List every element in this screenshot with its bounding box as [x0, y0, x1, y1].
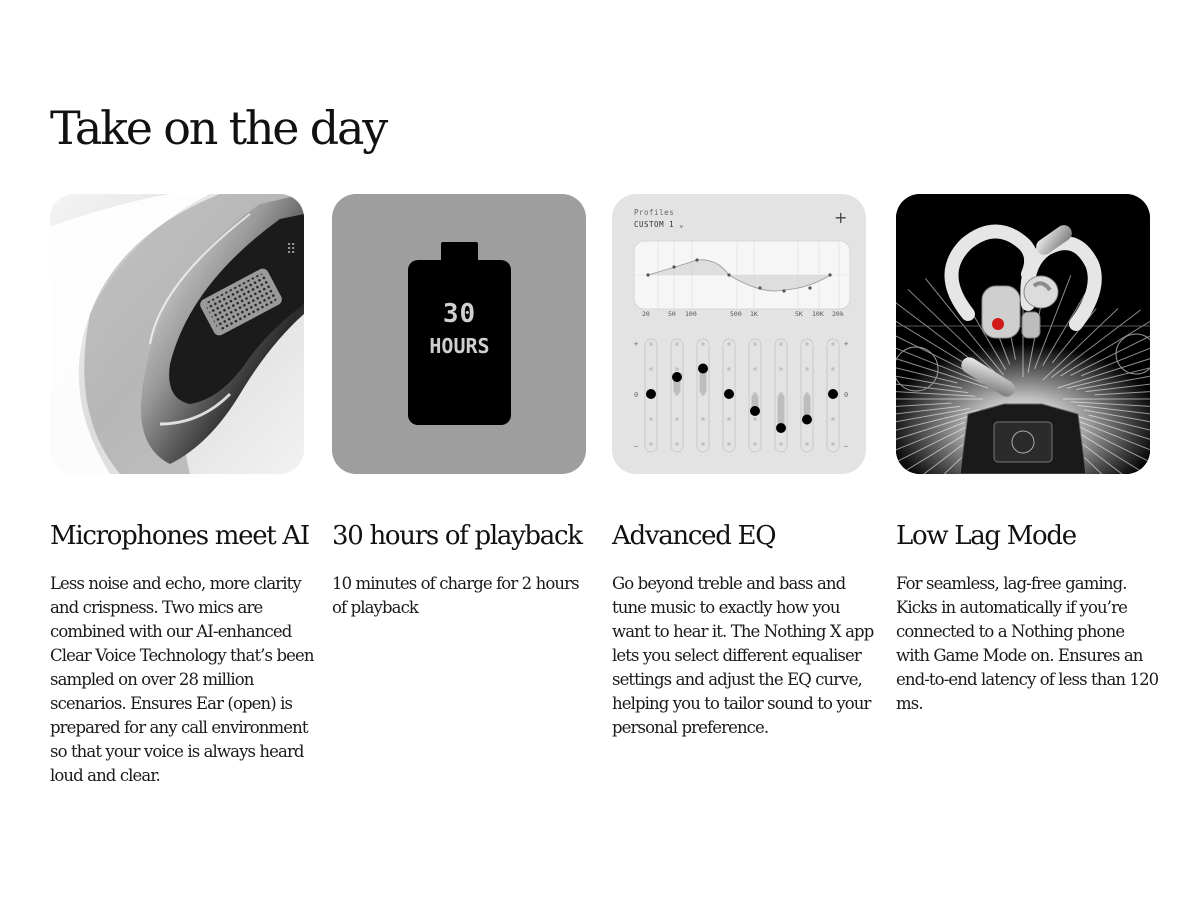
battery-label: [408, 298, 511, 362]
eq-band-slider[interactable]: [723, 339, 735, 452]
plus-icon: +: [834, 208, 848, 227]
feature-description: Go beyond treble and bass and tune music to exactly how you want to hear it. The Nothing X app lets you select different equaliser settings and adjust the EQ curve, helping you to tailor sound to your personal preference.: [612, 574, 874, 737]
eq-slider-knob[interactable]: [646, 389, 656, 399]
eq-slider-knob[interactable]: [724, 389, 734, 399]
eq-freq-label: 20: [642, 310, 650, 318]
eq-slider-knob[interactable]: [698, 364, 708, 374]
chevron-down-icon: ⌄: [679, 220, 685, 229]
feature-card-microphones: [50, 194, 314, 785]
scale-plus-left: +: [634, 340, 639, 348]
scale-zero-left: 0: [634, 391, 639, 399]
open-earbuds-gaming-icon: [896, 194, 1150, 474]
eq-slider-knob[interactable]: [802, 415, 812, 425]
eq-slider-fill: [778, 394, 785, 428]
eq-slider-knob[interactable]: [672, 372, 682, 382]
eq-slider-knob[interactable]: [828, 389, 838, 399]
eq-slider-knob[interactable]: [776, 423, 786, 433]
profiles-label: Profiles: [634, 208, 675, 217]
feature-card-low-lag: [896, 194, 1159, 713]
eq-image: [612, 194, 866, 474]
feature-description: For seamless, lag-free gaming. Kicks in automatically if you’re connected to a Nothing phone with Game Mode on. Ensures an end-to-end latency of less than 120 ms.: [896, 574, 1159, 713]
eq-freq-label: 20k: [832, 310, 844, 318]
eq-graphic: [612, 194, 866, 474]
eq-band-slider[interactable]: [697, 339, 709, 452]
earbud-microphone-icon: [50, 194, 304, 474]
scale-minus-right: –: [844, 442, 849, 450]
eq-freq-label: 1K: [750, 310, 758, 318]
gaming-image: [896, 194, 1150, 474]
scale-zero-right: 0: [844, 391, 849, 399]
feature-title: Low Lag Mode: [896, 521, 1076, 551]
eq-freq-label: 10K: [812, 310, 824, 318]
feature-description: 10 minutes of charge for 2 hours of playback: [332, 574, 579, 617]
feature-title: Microphones meet AI: [50, 521, 309, 551]
eq-slider-knob[interactable]: [750, 406, 760, 416]
eq-freq-label: 500: [730, 310, 742, 318]
battery-hours-number: 30: [442, 299, 477, 329]
feature-card-eq: [612, 194, 874, 737]
profile-value: CUSTOM 1: [634, 220, 675, 229]
feature-title: 30 hours of playback: [332, 521, 582, 551]
microphone-image: [50, 194, 304, 474]
scale-plus-right: +: [844, 340, 849, 348]
eq-band-slider[interactable]: [645, 339, 657, 452]
section-title: Take on the day: [50, 101, 387, 155]
eq-freq-label: 100: [685, 310, 697, 318]
eq-band-slider[interactable]: [749, 339, 761, 452]
eq-band-slider[interactable]: [827, 339, 839, 452]
eq-band-slider[interactable]: [671, 339, 683, 452]
svg-text:⠿: ⠿: [286, 242, 297, 258]
battery-image: [332, 194, 586, 474]
eq-freq-label: 5K: [795, 310, 803, 318]
battery-hours-unit: HOURS: [429, 334, 490, 358]
feature-card-battery: [332, 194, 588, 617]
eq-freq-label: 50: [668, 310, 676, 318]
eq-band-slider[interactable]: [775, 339, 787, 452]
feature-description: Less noise and echo, more clarity and crispness. Two mics are combined with our AI-enhanced Clear Voice Technology that’s been sampled on over 28 million scenarios. Ensures Ear (open) is prepared for any call environment so that your voice is always heard loud and clear.: [50, 574, 314, 785]
feature-title: Advanced EQ: [612, 521, 776, 551]
scale-minus-left: –: [634, 442, 639, 450]
eq-band-slider[interactable]: [801, 339, 813, 452]
